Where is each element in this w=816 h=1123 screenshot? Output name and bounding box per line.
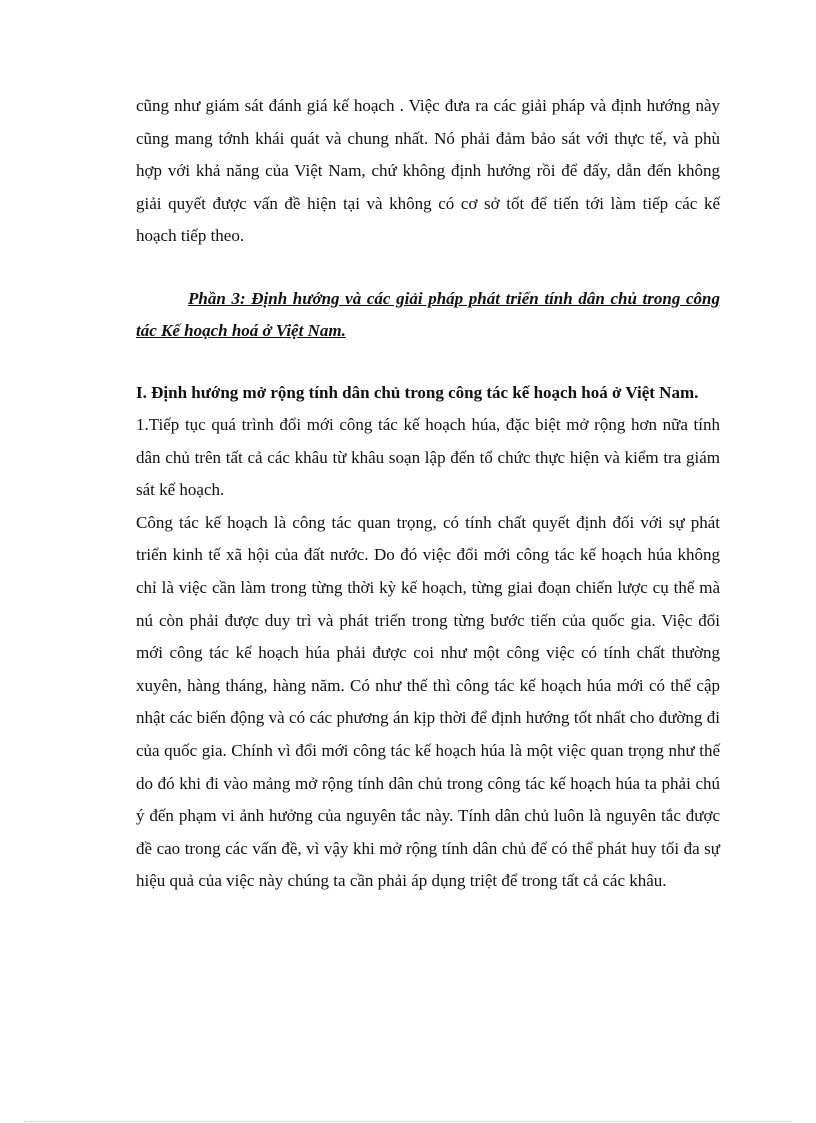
body-paragraph: Công tác kế hoạch là công tác quan trọng, có tính chất quyết định đối với sự phát triển kinh tế xã hội của đất nước. Do đó việc đổi mới công tác kế hoạch húa không chỉ là việc cần làm trong từng thời kỳ kế hoạch, từng giai đoạn chiến lược cụ thể mà nú còn phải được duy trì và phát triển trong từng bước tiến của quốc gia. Việc đổi mới công tác kế hoạch húa phải được coi như một công việc có tính chất thường xuyên, hàng tháng, hàng năm. Có như thế thì công tác kế hoạch húa mới có thể cập nhật các biến động và có các phương án kịp thời để định hướng tốt nhất cho đường đi của quốc gia. Chính vì đổi mới công tác kế hoạch húa là một việc quan trọng như thế do đó khi đi vào mảng mở rộng tính dân chủ trong công tác kế hoạch húa ta phải chú ý đến phạm vi ảnh hưởng của nguyên tắc này. Tính dân chủ luôn là nguyên tắc được đề cao trong các vấn đề, vì vậy khi mở rộng tính dân chủ để có thể phát huy tối đa sự hiệu quả của việc này chúng ta cần phải áp dụng triệt để trong tất cả các khâu. <box>136 512 720 891</box>
intro-paragraph: cũng như giám sát đánh giá kế hoạch . Việc đưa ra các giải pháp và định hướng này cũng mang tớnh khái quát và chung nhất. Nó phải đảm bảo sát với thực tế, và phù hợp với khả năng của Việt Nam, chứ không định hướng rồi để đấy, dẫn đến không giải quyết được vấn đề hiện tại và không có cơ sở tốt để tiến tới làm tiếp các kế hoạch tiếp theo. <box>136 96 720 246</box>
spacer <box>136 347 720 377</box>
document-page <box>136 90 720 898</box>
list-item-1: 1.Tiếp tục quá trình đổi mới công tác kế hoạch húa, đặc biệt mở rộng hơn nữa tính dân chủ trên tất cả các khâu từ khâu soạn lập đến tổ chức thực hiện và kiểm tra giám sát kế hoạch. <box>136 414 720 500</box>
section-heading: I. Định hướng mở rộng tính dân chủ trong công tác kế hoạch hoá ở Việt Nam. <box>136 382 699 402</box>
page-bottom-divider <box>24 1121 792 1122</box>
spacer <box>136 253 720 283</box>
part-heading: Phần 3: Định hướng và các giải pháp phát triển tính dân chủ trong công tác Kế hoạch hoá ở Việt Nam. <box>136 288 720 340</box>
